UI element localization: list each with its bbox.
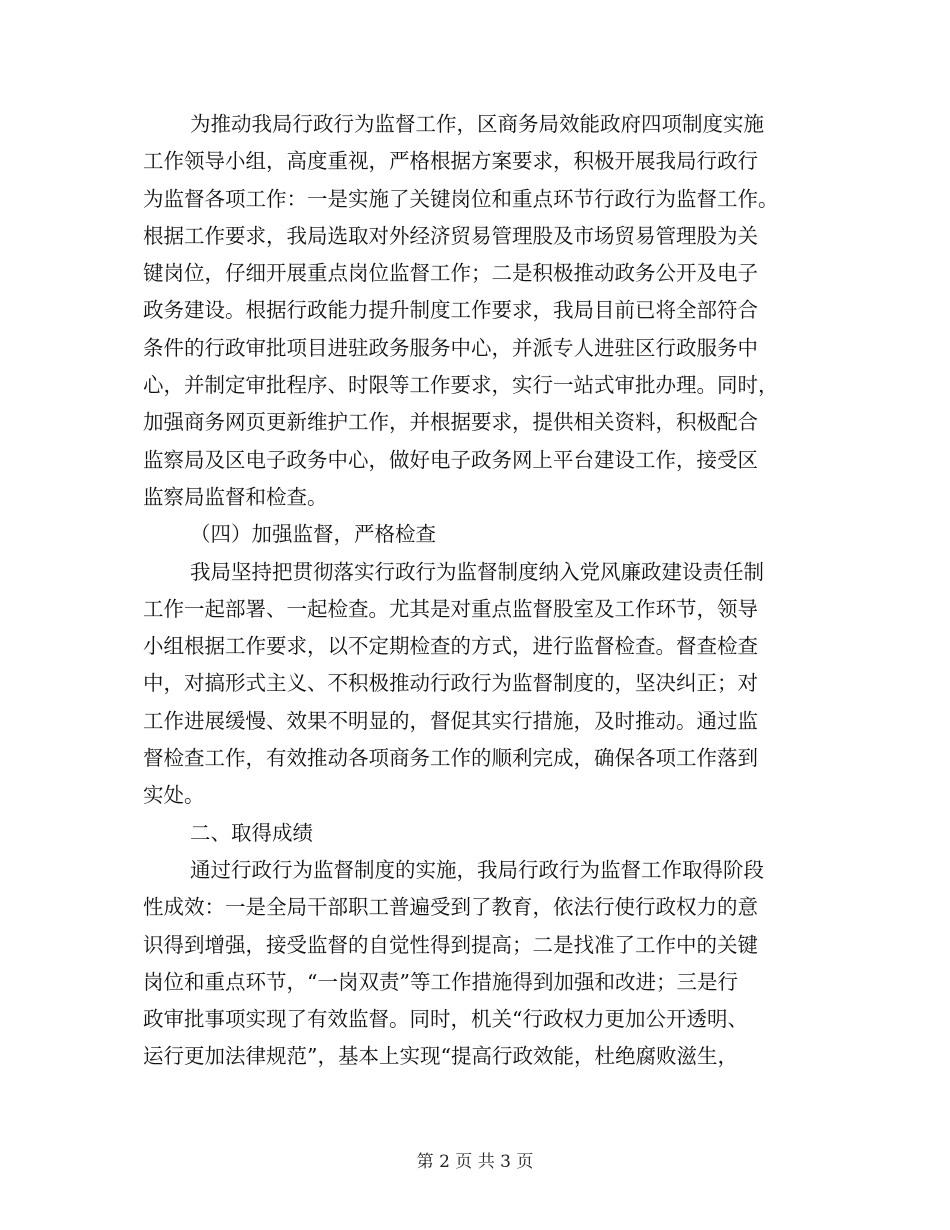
text-line: 政务建设。根据行政能力提升制度工作要求，我局目前已将全部符合 xyxy=(143,298,758,323)
text-line: 运行更加法律规范”，基本上实现“提高行政效能，杜绝腐败滋生， xyxy=(143,1044,738,1069)
text-line: 性成效：一是全局干部职工普遍受到了教育，依法行使行政权力的意 xyxy=(143,895,758,920)
text-line: 工作一起部署、一起检查。尤其是对重点监督股室及工作环节，领导 xyxy=(143,596,758,621)
text-line: 中，对搞形式主义、不积极推动行政行为监督制度的，坚决纠正；对 xyxy=(143,671,758,696)
text-line: 监察局及区电子政务中心，做好电子政务网上平台建设工作，接受区 xyxy=(143,447,758,472)
text-line: 岗位和重点环节，“一岗双责”等工作措施得到加强和改进；三是行 xyxy=(143,969,738,994)
text-line: 键岗位，仔细开展重点岗位监督工作；二是积极推动政务公开及电子 xyxy=(143,261,758,286)
text-line: 心，并制定审批程序、时限等工作要求，实行一站式审批办理。同时， xyxy=(143,373,779,398)
text-line: 通过行政行为监督制度的实施，我局行政行为监督工作取得阶段 xyxy=(190,857,764,882)
text-line: 小组根据工作要求，以不定期检查的方式，进行监督检查。督查检查 xyxy=(143,634,758,659)
text-line: 督检查工作，有效推动各项商务工作的顺利完成，确保各项工作落到 xyxy=(143,746,758,771)
text-line: 工作领导小组，高度重视，严格根据方案要求，积极开展我局行政行 xyxy=(143,149,758,174)
text-line: 实处。 xyxy=(143,783,205,808)
text-line: 我局坚持把贯彻落实行政行为监督制度纳入党风廉政建设责任制 xyxy=(190,559,764,584)
text-line: 为推动我局行政行为监督工作，区商务局效能政府四项制度实施 xyxy=(190,112,764,136)
text-line: 工作进展缓慢、效果不明显的，督促其实行措施，及时推动。通过监 xyxy=(143,708,758,733)
section-heading: 二、取得成绩 xyxy=(190,820,313,845)
text-line: 加强商务网页更新维护工作，并根据要求，提供相关资料，积极配合 xyxy=(143,410,758,435)
text-line: 监察局监督和检查。 xyxy=(143,484,328,509)
section-heading: （四）加强监督，严格检查 xyxy=(190,522,436,547)
text-line: 条件的行政审批项目进驻政务服务中心，并派专人进驻区行政服务中 xyxy=(143,335,758,360)
text-line: 根据工作要求，我局选取对外经济贸易管理股及市场贸易管理股为关 xyxy=(143,223,758,248)
text-line: 政审批事项实现了有效监督。同时，机关“行政权力更加公开透明、 xyxy=(143,1007,748,1032)
text-line: 识得到增强，接受监督的自觉性得到提高；二是找准了工作中的关键 xyxy=(143,932,758,957)
body-text xyxy=(143,106,808,1076)
page-number: 第 2 页 共 3 页 xyxy=(416,1152,534,1172)
text-line: 为监督各项工作：一是实施了关键岗位和重点环节行政行为监督工作。 xyxy=(143,186,779,211)
